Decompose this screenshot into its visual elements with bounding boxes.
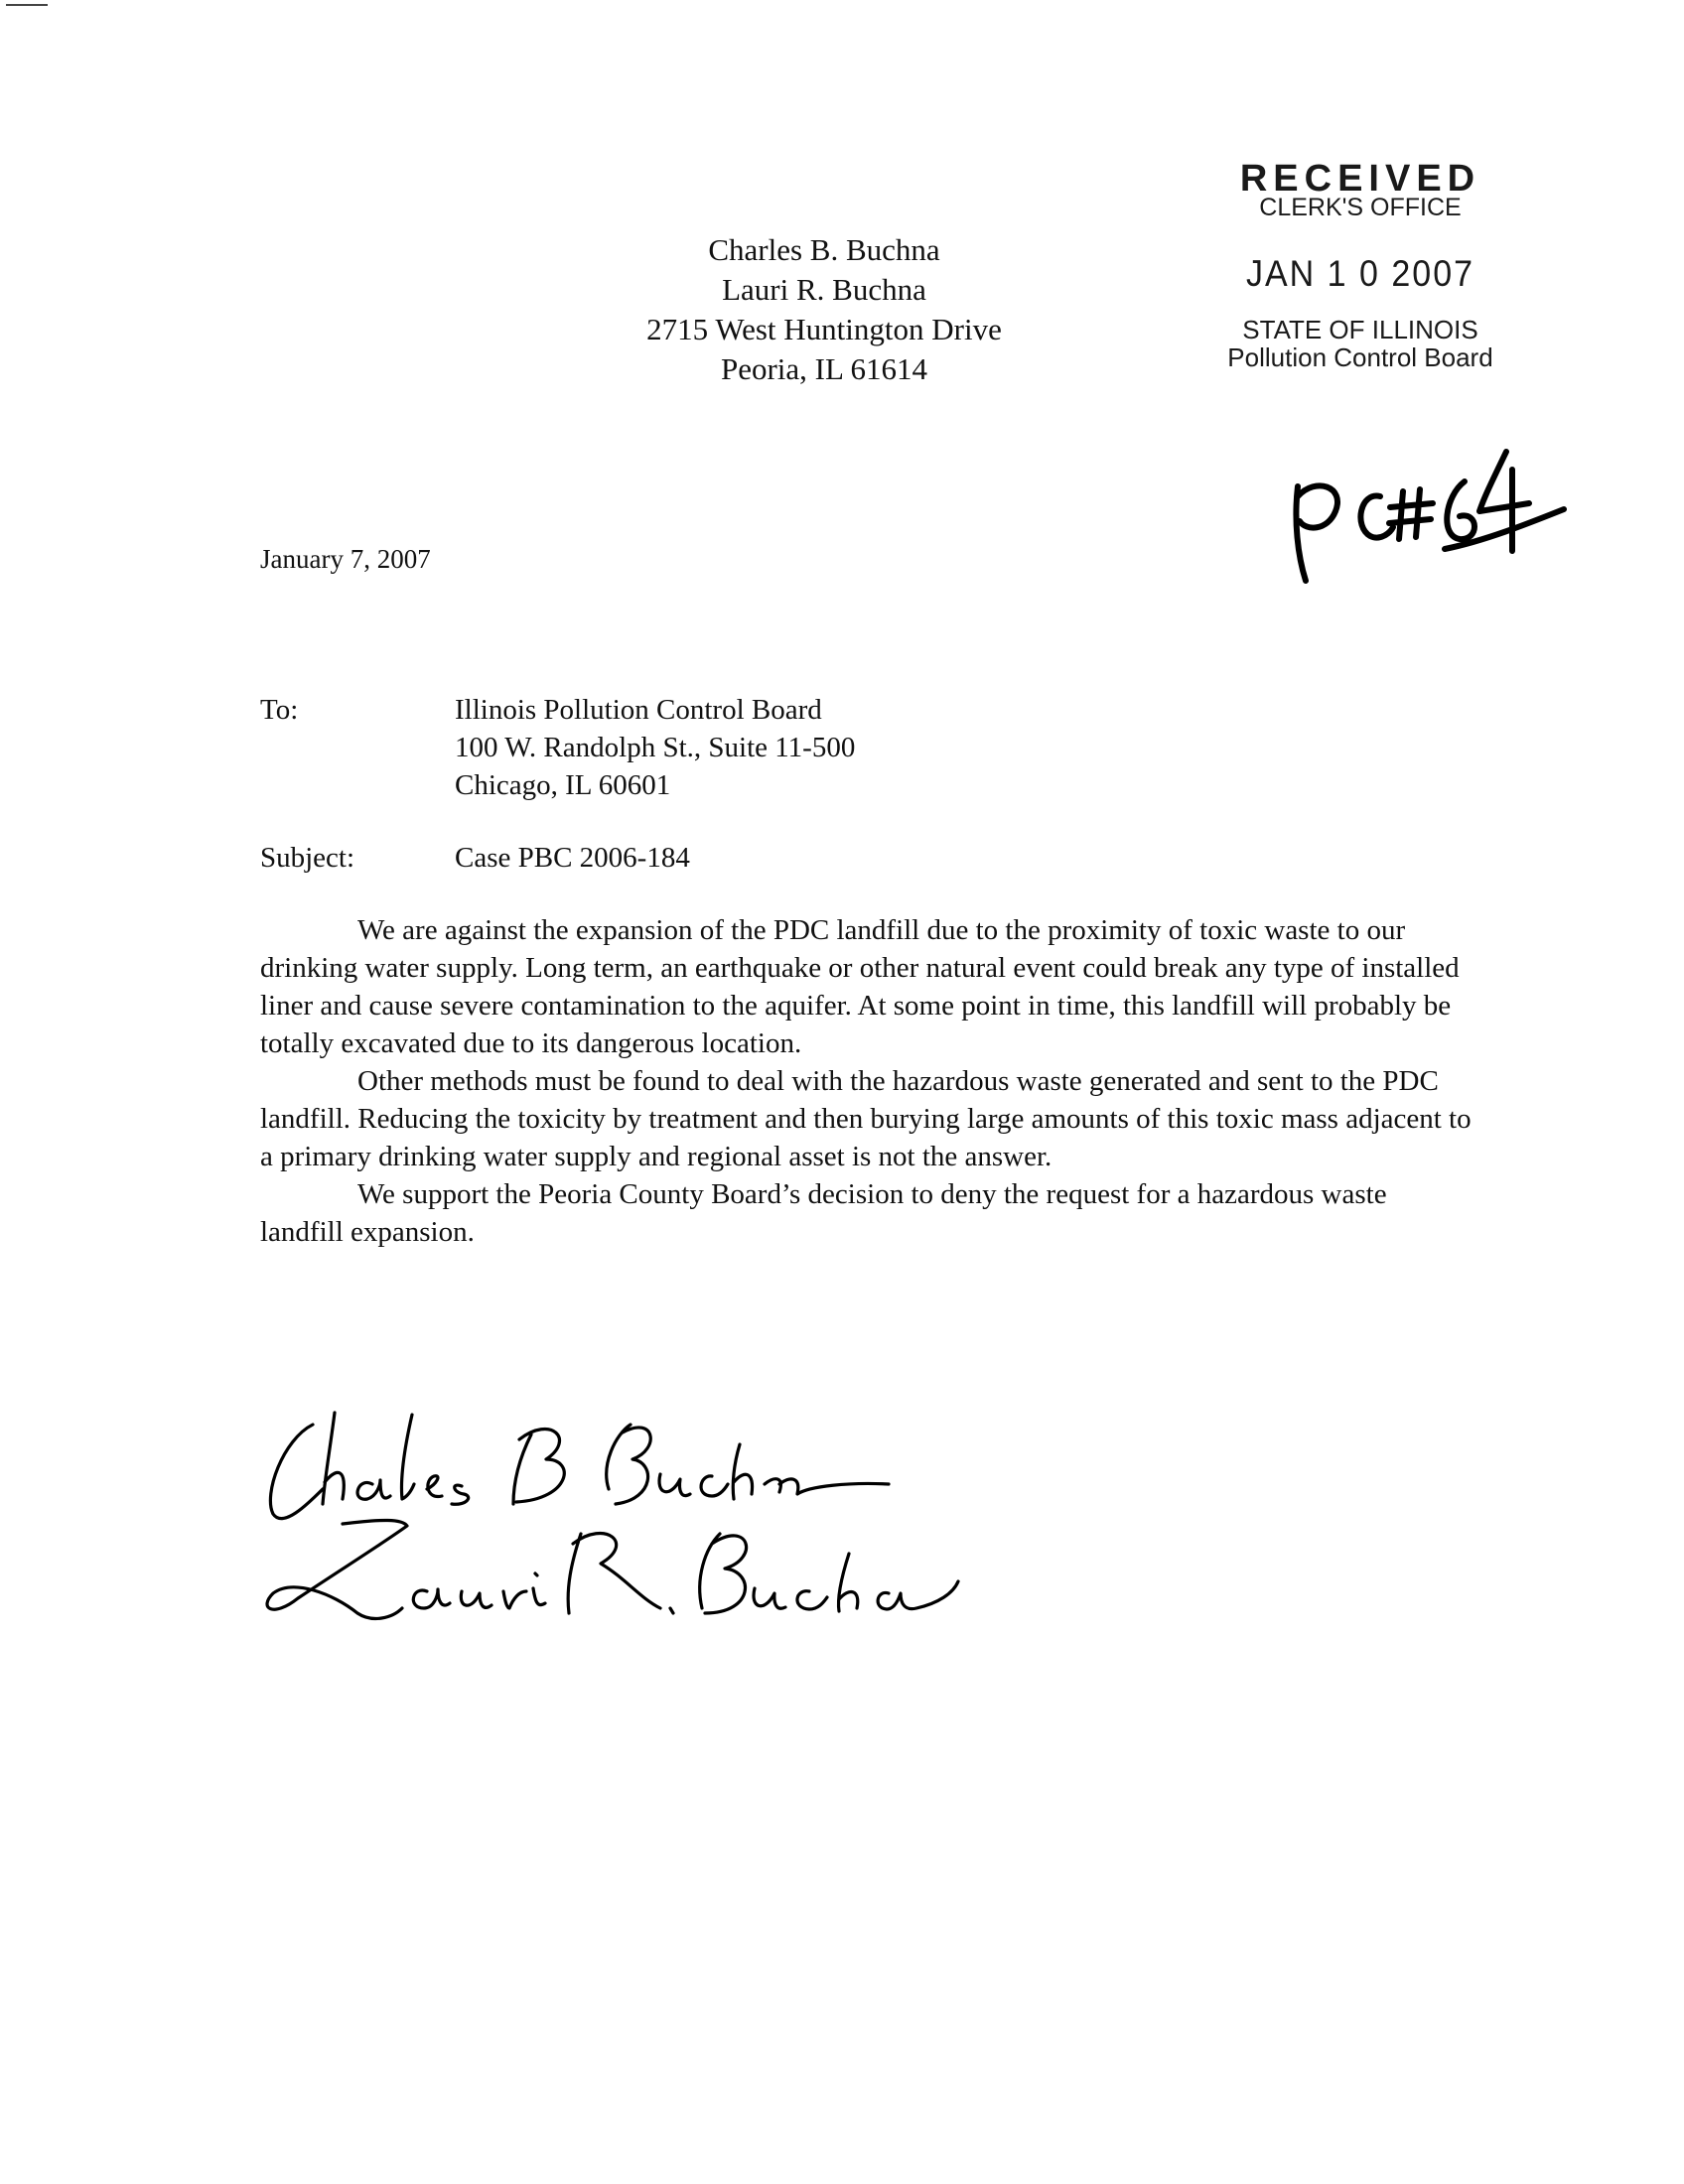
recipient-line-1: Illinois Pollution Control Board	[455, 694, 822, 726]
sender-city: Peoria, IL 61614	[720, 351, 928, 386]
body-paragraph-1: We are against the expansion of the PDC landfill due to the proximity of toxic waste to our drinking water supply. Long term, an earthquake or other natural event could break any type of installed liner and cause severe contamination to the aquifer. At some point in time, this landfill will probably be totally excavated due to its dangerous location.	[260, 914, 1460, 1059]
recipient-address	[455, 691, 855, 804]
letter-body	[260, 911, 1472, 1251]
handwritten-pc-number	[1276, 442, 1574, 591]
subject-value: Case PBC 2006-184	[455, 842, 690, 874]
received-stamp	[1192, 159, 1529, 371]
sender-name-1: Charles B. Buchna	[708, 232, 940, 267]
sender-name-2: Lauri R. Buchna	[722, 272, 926, 307]
recipient-line-3: Chicago, IL 60601	[455, 769, 671, 801]
recipient-line-2: 100 W. Randolph St., Suite 11-500	[455, 732, 856, 763]
sender-street: 2715 West Huntington Drive	[646, 312, 1002, 346]
stamp-state: STATE OF ILLINOIS	[1242, 315, 1478, 344]
stamp-office: CLERK'S OFFICE	[1259, 194, 1462, 221]
subject-line	[260, 842, 690, 875]
to-label: To:	[260, 694, 299, 726]
body-paragraph-3: We support the Peoria County Board’s decision to deny the request for a hazardous waste landfill expansion.	[260, 1178, 1387, 1248]
scan-corner-mark	[6, 4, 48, 6]
sender-address-block	[616, 230, 1033, 389]
handwritten-signatures	[253, 1405, 968, 1633]
body-paragraph-2: Other methods must be found to deal with the hazardous waste generated and sent to the PDC landfill. Reducing the toxicity by treatment and then burying large amounts of this toxic mass adjacent to a primary drinking water supply and regional asset is not the answer.	[260, 1065, 1472, 1172]
letter-date: January 7, 2007	[260, 544, 431, 574]
stamp-date: JAN 1 0 2007	[1245, 253, 1475, 295]
subject-label: Subject:	[260, 842, 355, 874]
stamp-received: RECEIVED	[1239, 158, 1481, 200]
stamp-board: Pollution Control Board	[1227, 342, 1493, 372]
